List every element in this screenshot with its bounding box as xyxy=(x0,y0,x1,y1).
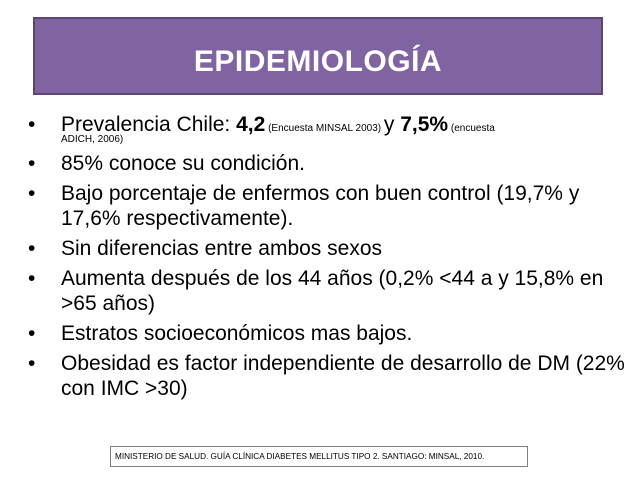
bullet-marker: • xyxy=(28,182,36,205)
bullet-socioeconomic xyxy=(25,321,625,346)
bullet-awareness xyxy=(25,151,625,176)
prevalence-connector: y xyxy=(383,113,401,136)
prevalence-source-2006-part1: (encuesta xyxy=(448,123,495,134)
bullet-obesity xyxy=(25,351,625,401)
prevalence-label: Prevalencia Chile: xyxy=(61,113,237,136)
bullet-marker: • xyxy=(28,352,36,375)
bullet-sex xyxy=(25,236,625,261)
slide-title: EPIDEMIOLOGÍA xyxy=(193,45,443,78)
prevalence-source-2003: (Encuesta MINSAL 2003) xyxy=(265,123,384,134)
bullet-marker: • xyxy=(28,237,36,260)
reference-text: MINISTERIO DE SALUD. GUÍA CLÍNICA DIABETES MELLITUS TIPO 2. SANTIAGO: MINSAL, 2010. xyxy=(115,452,485,461)
bullet-text: Obesidad es factor independiente de desarrollo de DM (22% con IMC >30) xyxy=(61,352,625,400)
bullet-marker: • xyxy=(28,267,36,290)
bullet-age xyxy=(25,266,625,316)
bullet-text: Estratos socioeconómicos mas bajos. xyxy=(61,322,413,345)
bullet-text: Bajo porcentaje de enfermos con buen control (19,7% y 17,6% respectivamente). xyxy=(61,182,580,230)
title-banner xyxy=(33,17,603,95)
bullet-marker: • xyxy=(28,322,36,345)
bullet-marker: • xyxy=(28,152,36,175)
prevalence-value-2006: 7,5% xyxy=(400,113,449,136)
bullet-text: Sin diferencias entre ambos sexos xyxy=(61,237,382,260)
prevalence-source-2006-part2: ADICH, 2006) xyxy=(61,134,124,145)
bullet-list xyxy=(25,112,625,406)
bullet-control xyxy=(25,181,625,231)
bullet-marker: • xyxy=(28,113,36,136)
reference-box xyxy=(110,446,528,467)
bullet-text: Aumenta después de los 44 años (0,2% <44 a y 15,8% en >65 años) xyxy=(61,267,604,315)
bullet-prevalence xyxy=(25,112,625,146)
prevalence-value-2003: 4,2 xyxy=(236,113,266,136)
bullet-text: 85% conoce su condición. xyxy=(61,152,305,175)
